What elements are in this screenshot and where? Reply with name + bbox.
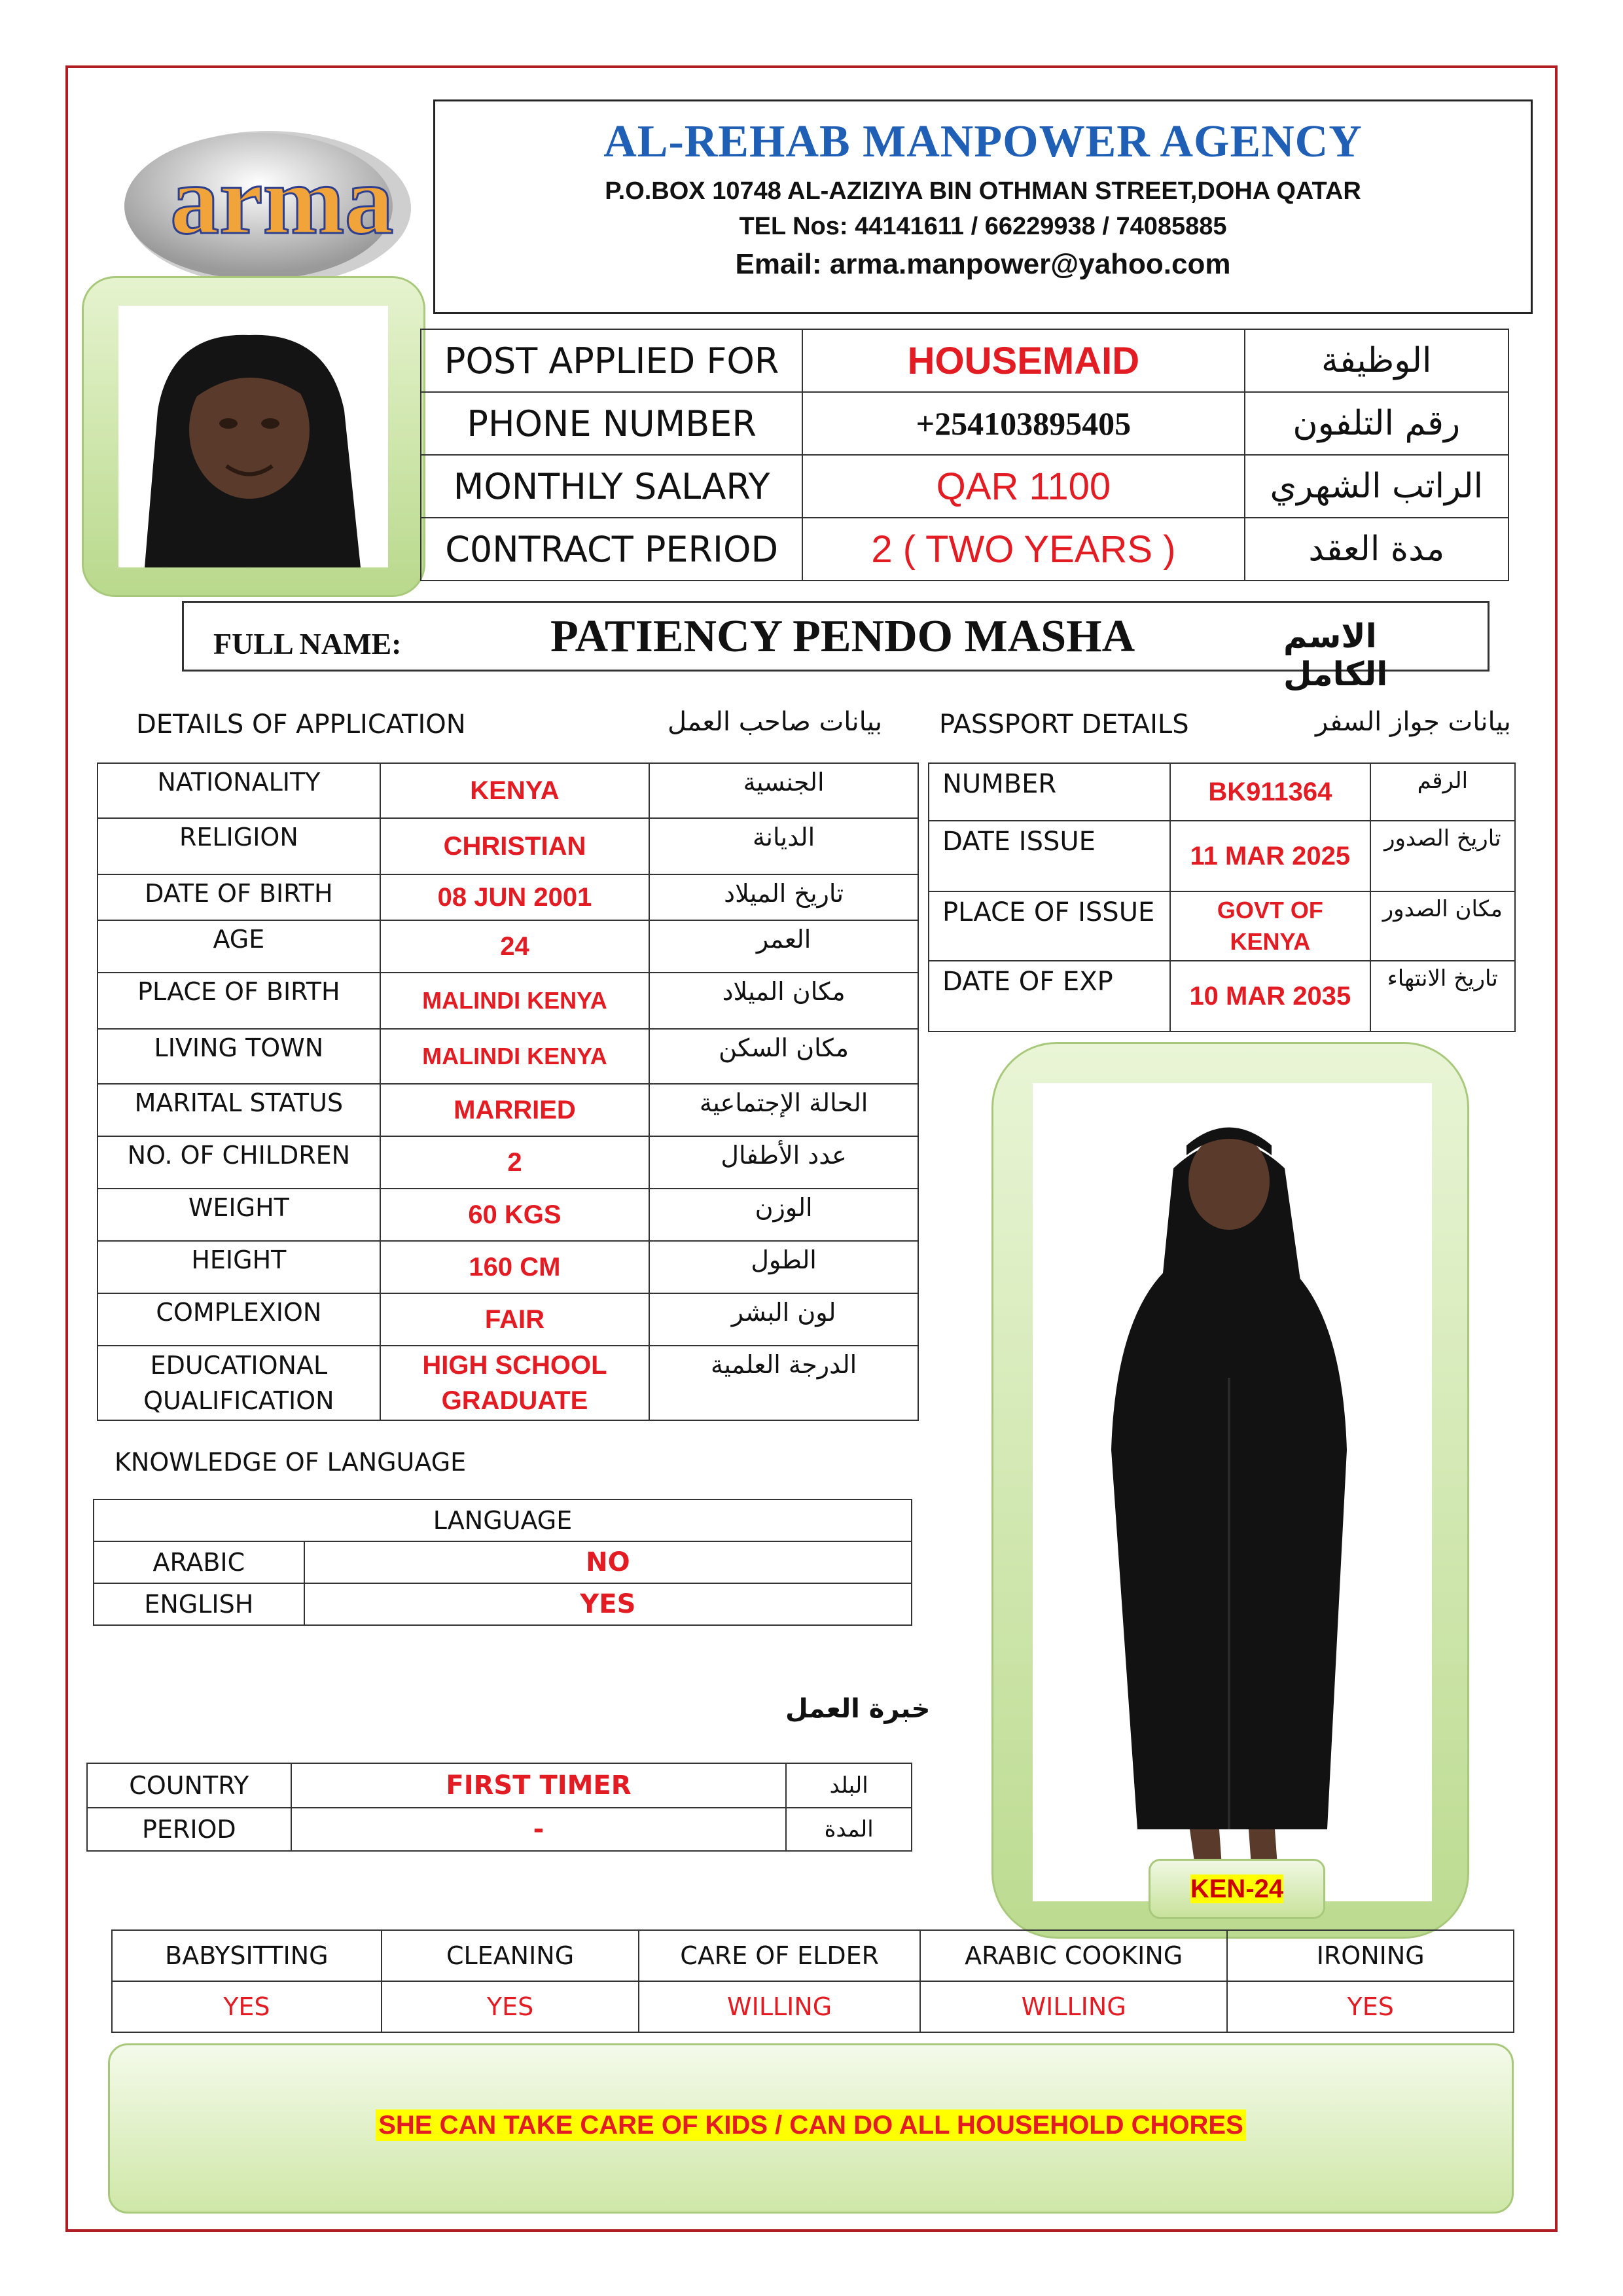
agency-header (433, 99, 1533, 314)
table-row (94, 1541, 912, 1583)
table-row (94, 1583, 912, 1625)
living-town-arabic: مكان السكن (649, 1029, 918, 1084)
table-row (929, 961, 1515, 1031)
full-body-photo-frame (991, 1042, 1469, 1939)
full-name-box (182, 601, 1489, 693)
language-table (93, 1499, 912, 1626)
remarks-box (108, 2043, 1514, 2214)
marital-arabic: الحالة الإجتماعية (649, 1084, 918, 1136)
dob-label: DATE OF BIRTH (98, 874, 380, 920)
issue-place-label: PLACE OF ISSUE (929, 891, 1170, 961)
skill-value: YES (1227, 1981, 1514, 2032)
height-value: 160 CM (380, 1241, 649, 1293)
living-town-label: LIVING TOWN (98, 1029, 380, 1084)
table-row (929, 763, 1515, 821)
salary-value: QAR 1100 (802, 455, 1244, 518)
dob-value: 08 JUN 2001 (380, 874, 649, 920)
contract-arabic: مدة العقد (1245, 518, 1508, 581)
complexion-value: FAIR (380, 1293, 649, 1346)
dob-arabic: تاريخ الميلاد (649, 874, 918, 920)
passport-number-value: BK911364 (1170, 763, 1370, 821)
arabic-language-value: NO (304, 1541, 912, 1583)
agency-name: AL-REHAB MANPOWER AGENCY (603, 117, 1363, 167)
children-label: NO. OF CHILDREN (98, 1136, 380, 1189)
religion-label: RELIGION (98, 818, 380, 874)
marital-label: MARITAL STATUS (98, 1084, 380, 1136)
contract-value: 2 ( TWO YEARS ) (802, 518, 1244, 581)
passport-number-arabic: الرقم (1370, 763, 1515, 821)
marital-value: MARRIED (380, 1084, 649, 1136)
age-value: 24 (380, 920, 649, 973)
experience-title-arabic: خبرة العمل (785, 1694, 931, 1724)
living-town-value: MALINDI KENYA (380, 1029, 649, 1084)
complexion-label: COMPLEXION (98, 1293, 380, 1346)
passport-title-arabic: بيانات جواز السفر (1315, 707, 1511, 737)
salary-arabic: الراتب الشهري (1245, 455, 1508, 518)
table-row (98, 920, 918, 973)
agency-logo (118, 124, 419, 295)
age-label: AGE (98, 920, 380, 973)
full-name-label: FULL NAME: (213, 627, 402, 660)
logo-text: arma (170, 146, 394, 255)
education-value: HIGH SCHOOL GRADUATE (380, 1346, 649, 1420)
table-row (98, 1293, 918, 1346)
country-label: COUNTRY (87, 1763, 291, 1808)
pob-arabic: مكان الميلاد (649, 973, 918, 1029)
language-header: LANGUAGE (94, 1499, 912, 1541)
complexion-arabic: لون البشر (649, 1293, 918, 1346)
language-title: KNOWLEDGE OF LANGUAGE (115, 1448, 467, 1477)
nationality-arabic: الجنسية (649, 763, 918, 818)
religion-value: CHRISTIAN (380, 818, 649, 874)
table-row (98, 874, 918, 920)
application-title: DETAILS OF APPLICATION (136, 709, 466, 740)
education-label: EDUCATIONAL QUALIFICATION (98, 1346, 380, 1420)
table-row (87, 1808, 912, 1851)
table-row (421, 329, 1508, 392)
table-row (98, 763, 918, 818)
portrait-photo-frame (82, 276, 425, 597)
weight-value: 60 KGS (380, 1189, 649, 1241)
skill-label: CARE OF ELDER (639, 1930, 920, 1981)
weight-label: WEIGHT (98, 1189, 380, 1241)
post-value: HOUSEMAID (802, 329, 1244, 392)
reference-code: KEN-24 (1190, 1874, 1284, 1903)
table-row (98, 1241, 918, 1293)
skill-label: CLEANING (382, 1930, 639, 1981)
table-row (98, 1189, 918, 1241)
english-language-value: YES (304, 1583, 912, 1625)
religion-arabic: الديانة (649, 818, 918, 874)
english-language-label: ENGLISH (94, 1583, 304, 1625)
issue-place-arabic: مكان الصدور (1370, 891, 1515, 961)
table-row (98, 1029, 918, 1084)
remarks-text: SHE CAN TAKE CARE OF KIDS / CAN DO ALL HOUSEHOLD CHORES (376, 2109, 1246, 2141)
passport-title: PASSPORT DETAILS (939, 709, 1189, 740)
period-value: - (291, 1808, 787, 1851)
issue-place-value: GOVT OF KENYA (1170, 891, 1370, 961)
pob-label: PLACE OF BIRTH (98, 973, 380, 1029)
period-label: PERIOD (87, 1808, 291, 1851)
education-arabic: الدرجة العلمية (649, 1346, 918, 1420)
agency-address: P.O.BOX 10748 AL-AZIZIYA BIN OTHMAN STREET,DOHA QATAR (605, 177, 1361, 205)
skill-label: ARABIC COOKING (920, 1930, 1228, 1981)
skill-value: WILLING (920, 1981, 1228, 2032)
skill-value: YES (112, 1981, 382, 2032)
table-row (98, 818, 918, 874)
portrait-photo (118, 306, 388, 567)
skill-value: WILLING (639, 1981, 920, 2032)
phone-label: PHONE NUMBER (421, 392, 802, 455)
table-row (421, 518, 1508, 581)
post-arabic: الوظيفة (1245, 329, 1508, 392)
country-value: FIRST TIMER (291, 1763, 787, 1808)
table-row (929, 891, 1515, 961)
expiry-value: 10 MAR 2035 (1170, 961, 1370, 1031)
full-name-arabic: الاسم الكامل (1283, 617, 1388, 693)
phone-value: +254103895405 (802, 392, 1244, 455)
contract-label: C0NTRACT PERIOD (421, 518, 802, 581)
table-row (421, 455, 1508, 518)
agency-email: Email: arma.manpower@yahoo.com (735, 248, 1231, 280)
passport-table (928, 762, 1516, 1032)
phone-arabic: رقم التلفون (1245, 392, 1508, 455)
height-arabic: الطول (649, 1241, 918, 1293)
salary-label: MONTHLY SALARY (421, 455, 802, 518)
nationality-label: NATIONALITY (98, 763, 380, 818)
table-row (98, 1136, 918, 1189)
table-row (87, 1763, 912, 1808)
weight-arabic: الوزن (649, 1189, 918, 1241)
application-table (97, 762, 919, 1421)
full-body-photo (1033, 1083, 1432, 1901)
table-row (98, 973, 918, 1029)
table-row (98, 1346, 918, 1420)
issue-date-value: 11 MAR 2025 (1170, 821, 1370, 891)
expiry-arabic: تاريخ الانتهاء (1370, 961, 1515, 1031)
height-label: HEIGHT (98, 1241, 380, 1293)
age-arabic: العمر (649, 920, 918, 973)
passport-number-label: NUMBER (929, 763, 1170, 821)
application-title-arabic: بيانات صاحب العمل (668, 707, 882, 737)
issue-date-arabic: تاريخ الصدور (1370, 821, 1515, 891)
table-row (929, 821, 1515, 891)
table-row (94, 1499, 912, 1541)
agency-tel: TEL Nos: 44141611 / 66229938 / 74085885 (739, 213, 1227, 240)
full-name-value: PATIENCY PENDO MASHA (550, 611, 1135, 662)
table-row (98, 1084, 918, 1136)
skills-table (111, 1929, 1514, 2033)
nationality-value: KENYA (380, 763, 649, 818)
country-arabic: البلد (786, 1763, 912, 1808)
skill-label: BABYSITTING (112, 1930, 382, 1981)
experience-table (86, 1763, 912, 1852)
table-row (421, 392, 1508, 455)
children-value: 2 (380, 1136, 649, 1189)
pob-value: MALINDI KENYA (380, 973, 649, 1029)
skill-label: IRONING (1227, 1930, 1514, 1981)
issue-date-label: DATE ISSUE (929, 821, 1170, 891)
skill-value: YES (382, 1981, 639, 2032)
children-arabic: عدد الأطفال (649, 1136, 918, 1189)
period-arabic: المدة (786, 1808, 912, 1851)
reference-code-badge (1149, 1859, 1325, 1919)
table-row (112, 1930, 1514, 1981)
expiry-label: DATE OF EXP (929, 961, 1170, 1031)
post-label: POST APPLIED FOR (421, 329, 802, 392)
arabic-language-label: ARABIC (94, 1541, 304, 1583)
main-info-table (420, 329, 1509, 581)
table-row (112, 1981, 1514, 2032)
